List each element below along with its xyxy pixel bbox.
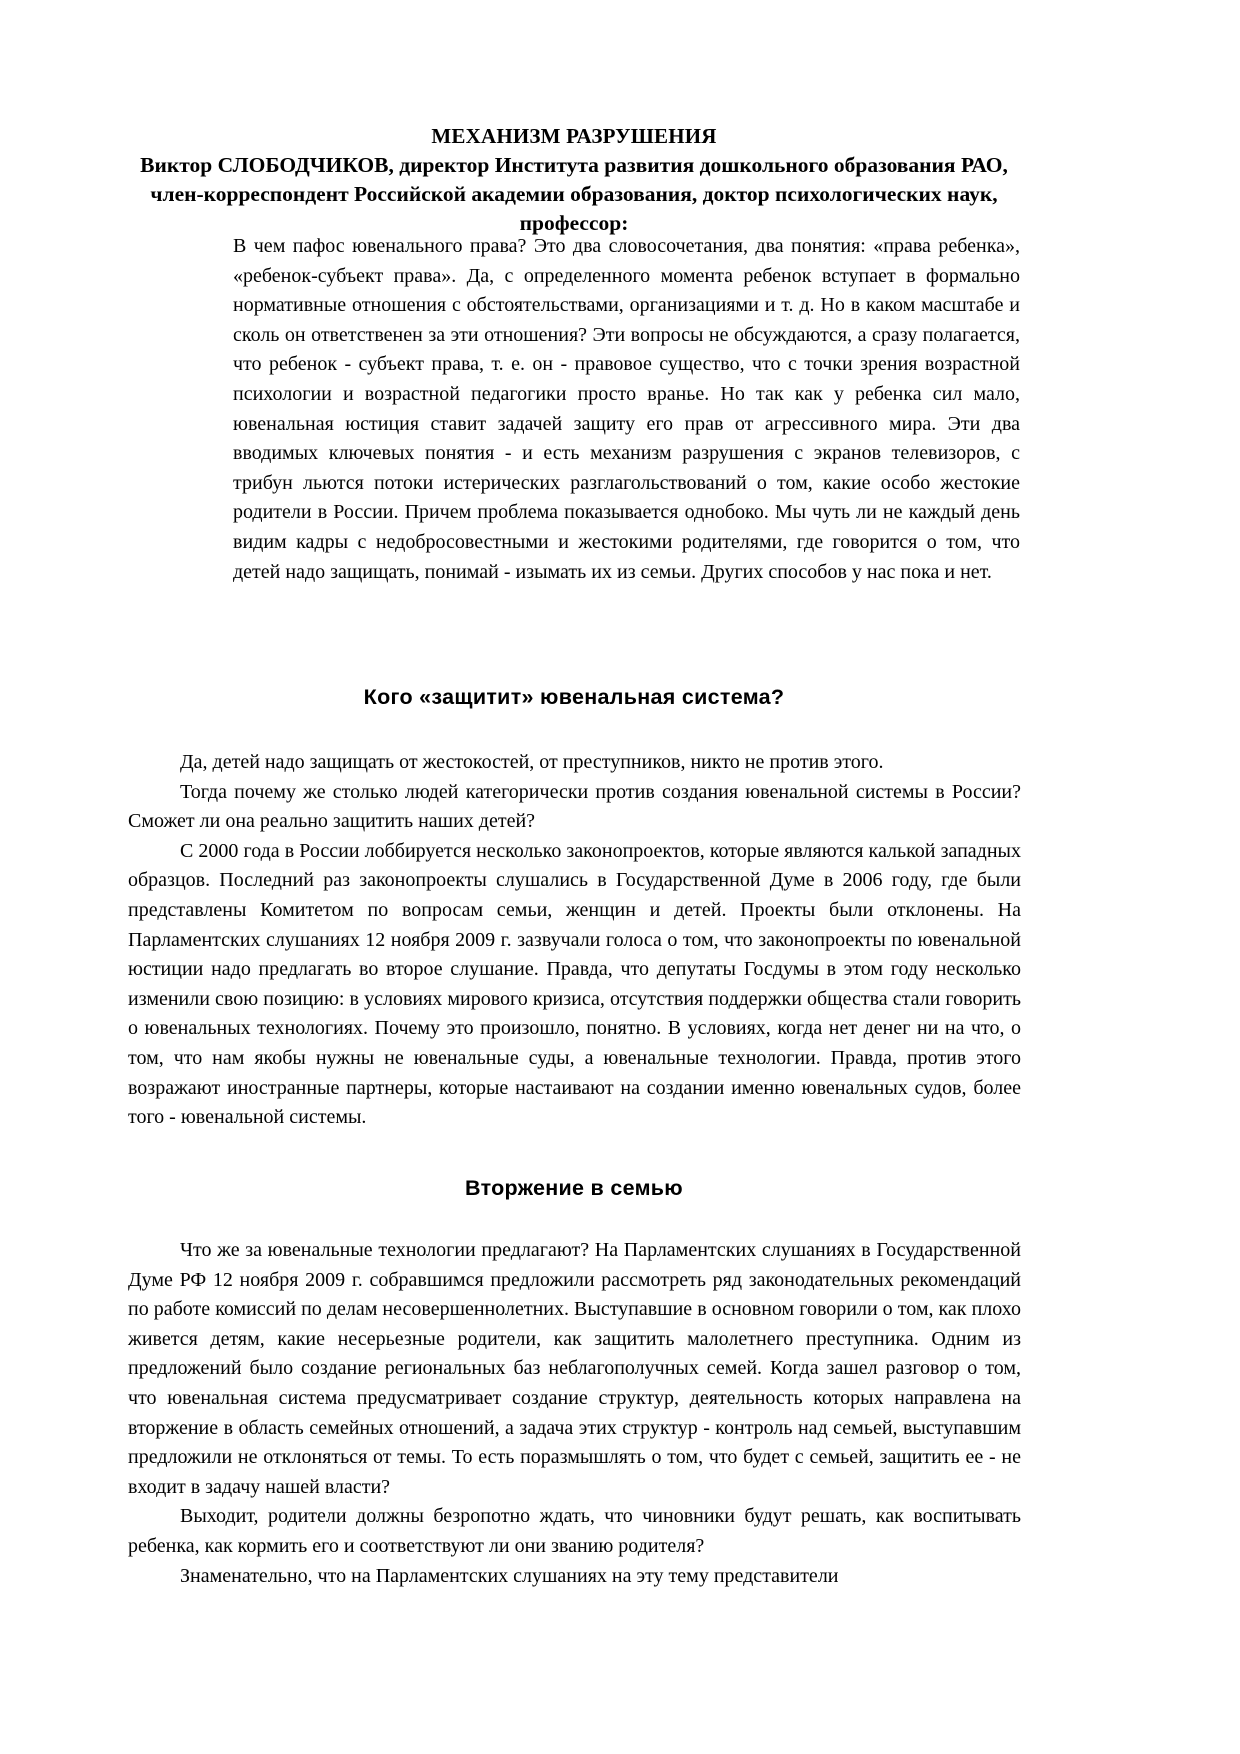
page-title: МЕХАНИЗМ РАЗРУШЕНИЯ: [431, 124, 717, 148]
paragraph: Выходит, родители должны безропотно ждать, что чиновники будут решать, как воспитывать ребенка, как кормить его и соответствуют ли они званию родителя?: [128, 1505, 1021, 1557]
section-heading-protection: Кого «защитит» ювенальная система?: [363, 685, 785, 709]
paragraph: Тогда почему же столько людей категорически против создания ювенальной системы в России? Сможет ли она реально защитить наших детей?: [128, 780, 1021, 833]
paragraph: Да, детей надо защищать от жестокостей, от преступников, никто не против этого.: [180, 751, 884, 773]
section-heading-family-intrusion: Вторжение в семью: [465, 1176, 683, 1200]
title-block: [128, 122, 1020, 238]
lead-paragraph: В чем пафос ювенального права? Это два словосочетания, два понятия: «права ребенка», «ребенок-субъект права». Да, с определенного момента ребенок вступает в формально нормативные отношения с обстоятельствами, организациями и т. д. Но в каком масштабе и сколь он ответственен за эти отношения? Эти вопросы не обсуждаются, а сразу полагается, что ребенок - субъект права, т. е. он - правовое существо, что с точки зрения возрастной психологии и возрастной педагогики просто вранье. Но так как у ребенка сил мало, ювенальная юстиция ставит задачей защиту его прав от агрессивного мира. Эти два вводимых ключевых понятия - и есть механизм разрушения с экранов телевизоров, с трибун льются потоки истерических разглагольствований о том, какие особо жестокие родители в России. Причем проблема показывается однобоко. Мы чуть ли не каждый день видим кадры с недобросовестными и жестокими родителями, где говорится о том, что детей надо защищать, понимай - изымать их из семьи. Других способов у нас пока и нет.: [233, 235, 1020, 583]
section-body-protection: [128, 748, 1021, 1133]
paragraph: Знаменательно, что на Парламентских слушаниях на эту тему представители: [180, 1564, 839, 1587]
author-byline: Виктор СЛОБОДЧИКОВ, директор Института развития дошкольного образования РАО, член-корреспондент Российской академии образования, доктор психологических наук, профессор:: [140, 153, 1008, 235]
section-body-family-intrusion: [128, 1236, 1021, 1591]
paragraph: С 2000 года в России лоббируется несколько законопроектов, которые являются калькой западных образцов. Последний раз законопроекты слушались в Государственной Думе в 2006 году, где были представлены Комитетом по вопросам семьи, женщин и детей. Проекты были отклонены. На Парламентских слушаниях 12 ноября 2009 г. зазвучали голоса о том, что законопроекты по ювенальной юстиции надо предлагать во второе слушание. Правда, что депутаты Госдумы в этом году несколько изменили свою позицию: в условиях мирового кризиса, отсутствия поддержки общества стали говорить о ювенальных технологиях. Почему это произошло, понятно. В условиях, когда нет денег ни на что, о том, что нам якобы нужны не ювенальные суды, а ювенальные технологии. Правда, против этого возражают иностранные партнеры, которые настаивают на создании именно ювенальных судов, более того - ювенальной системы.: [128, 839, 1021, 1129]
paragraph: Что же за ювенальные технологии предлагают? На Парламентских слушаниях в Государственной Думе РФ 12 ноября 2009 г. собравшимся предложили рассмотреть ряд законодательных рекомендаций по работе комиссий по делам несовершеннолетних. Выступавшие в основном говорили о том, как плохо живется детям, какие несерьезные родители, как защитить малолетнего преступника. Одним из предложений было создание региональных баз неблагополучных семей. Когда зашел разговор о том, что ювенальная система предусматривает создание структур, деятельность которых направлена на вторжение в область семейных отношений, а задача этих структур - контроль над семьей, выступавшим предложили не отклоняться от темы. То есть поразмышлять о том, что будет с семьей, защитить ее - не входит в задачу нашей власти?: [128, 1239, 1021, 1498]
